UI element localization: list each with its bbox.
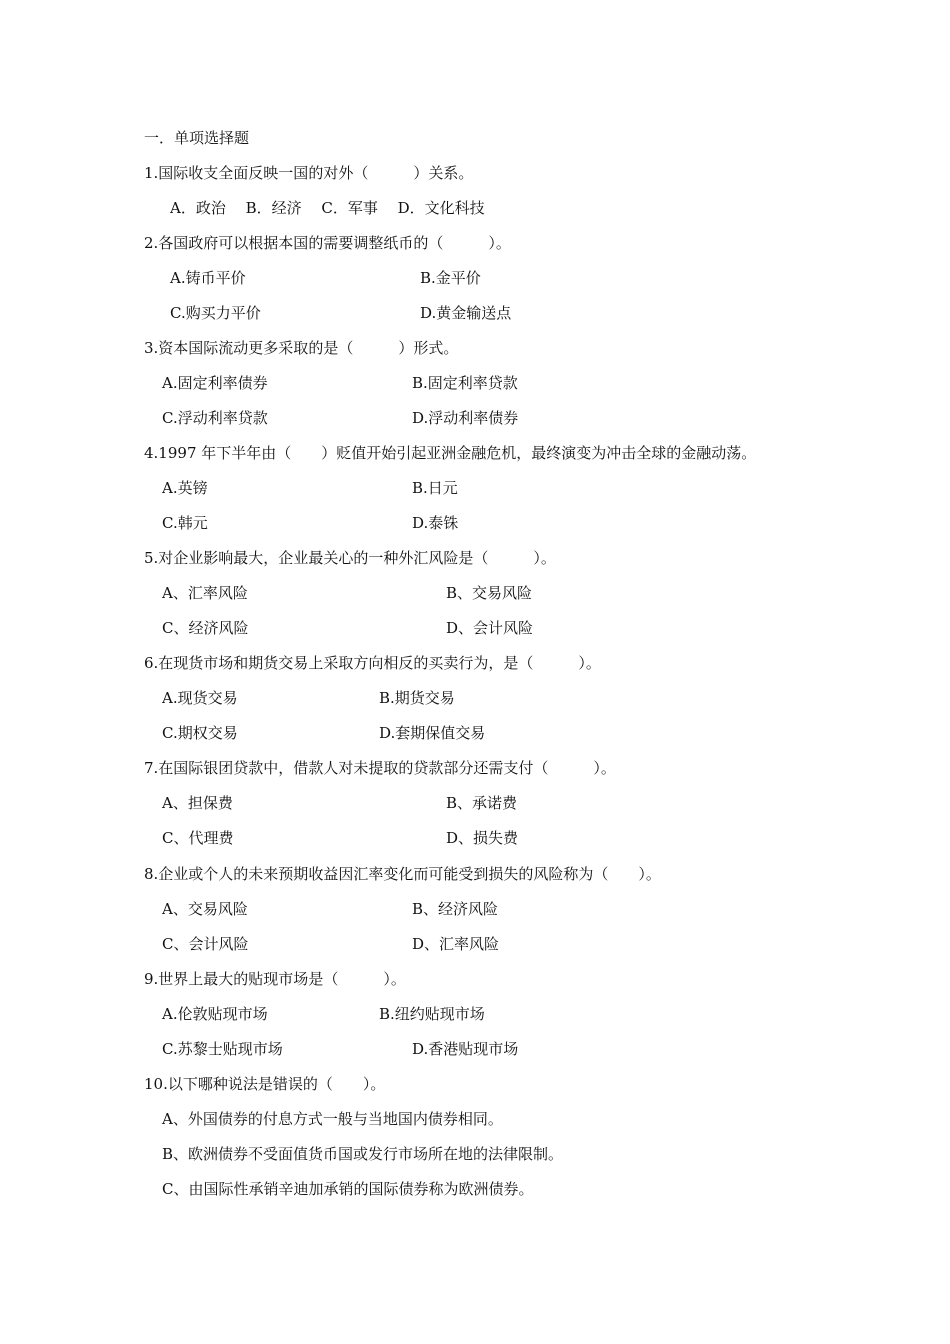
question-5-option-b: B、交易风险 — [446, 584, 533, 602]
section-title: 一．单项选择题 — [144, 129, 250, 147]
question-6-stem: 6.在现货市场和期货交易上采取方向相反的买卖行为，是（ ）。 — [144, 654, 601, 672]
question-6-option-c: C.期权交易 — [162, 724, 238, 742]
question-2-stem: 2.各国政府可以根据本国的需要调整纸币的（ ）。 — [144, 234, 511, 252]
question-9-option-c: C.苏黎士贴现市场 — [162, 1040, 283, 1058]
question-4-option-d: D.泰铢 — [412, 514, 459, 532]
question-5-option-d: D、会计风险 — [446, 619, 534, 637]
question-7-option-d: D、损失费 — [446, 829, 519, 847]
question-1-options: A．政治 B．经济 C．军事 D．文化科技 — [170, 199, 485, 217]
question-9-option-d: D.香港贴现市场 — [412, 1040, 519, 1058]
question-10-stem: 10.以下哪种说法是错误的（ ）。 — [144, 1075, 386, 1093]
question-4-option-b: B.日元 — [412, 479, 458, 497]
question-3-option-b: B.固定利率贷款 — [412, 374, 518, 392]
question-5-stem: 5.对企业影响最大，企业最关心的一种外汇风险是（ ）。 — [144, 549, 556, 567]
question-10-option-a: A、外国债券的付息方式一般与当地国内债券相同。 — [162, 1110, 503, 1128]
question-4-stem: 4.1997 年下半年由（ ）贬值开始引起亚洲金融危机，最终演变为冲击全球的金融动荡。 — [144, 444, 757, 462]
question-4-option-c: C.韩元 — [162, 514, 208, 532]
question-8-option-a: A、交易风险 — [162, 900, 248, 918]
question-7-stem: 7.在国际银团贷款中，借款人对未提取的贷款部分还需支付（ ）。 — [144, 759, 616, 777]
question-9-option-b: B.纽约贴现市场 — [379, 1005, 485, 1023]
question-2-option-d: D.黄金输送点 — [420, 304, 512, 322]
question-2-option-b: B.金平价 — [420, 269, 481, 287]
question-5-option-c: C、经济风险 — [162, 619, 249, 637]
question-6-option-a: A.现货交易 — [162, 689, 238, 707]
question-7-option-c: C、代理费 — [162, 829, 234, 847]
question-9-stem: 9.世界上最大的贴现市场是（ ）。 — [144, 970, 406, 988]
question-5-option-a: A、汇率风险 — [162, 584, 248, 602]
question-3-option-c: C.浮动利率贷款 — [162, 409, 268, 427]
question-8-option-d: D、汇率风险 — [412, 935, 500, 953]
question-8-option-c: C、会计风险 — [162, 935, 249, 953]
question-6-option-d: D.套期保值交易 — [379, 724, 486, 742]
question-10-option-c: C、由国际性承销辛迪加承销的国际债券称为欧洲债券。 — [162, 1180, 534, 1198]
question-1-stem: 1.国际收支全面反映一国的对外（ ）关系。 — [144, 164, 474, 182]
question-7-option-b: B、承诺费 — [446, 794, 518, 812]
question-7-option-a: A、担保费 — [162, 794, 233, 812]
question-8-option-b: B、经济风险 — [412, 900, 499, 918]
question-9-option-a: A.伦敦贴现市场 — [162, 1005, 268, 1023]
question-10-option-b: B、欧洲债券不受面值货币国或发行市场所在地的法律限制。 — [162, 1145, 564, 1163]
question-4-option-a: A.英镑 — [162, 479, 208, 497]
question-2-option-a: A.铸币平价 — [170, 269, 246, 287]
question-2-option-c: C.购买力平价 — [170, 304, 261, 322]
question-3-stem: 3.资本国际流动更多采取的是（ ）形式。 — [144, 339, 459, 357]
question-8-stem: 8.企业或个人的未来预期收益因汇率变化而可能受到损失的风险称为（ ）。 — [144, 865, 661, 883]
question-3-option-d: D.浮动利率债券 — [412, 409, 519, 427]
question-6-option-b: B.期货交易 — [379, 689, 455, 707]
question-3-option-a: A.固定利率债券 — [162, 374, 268, 392]
